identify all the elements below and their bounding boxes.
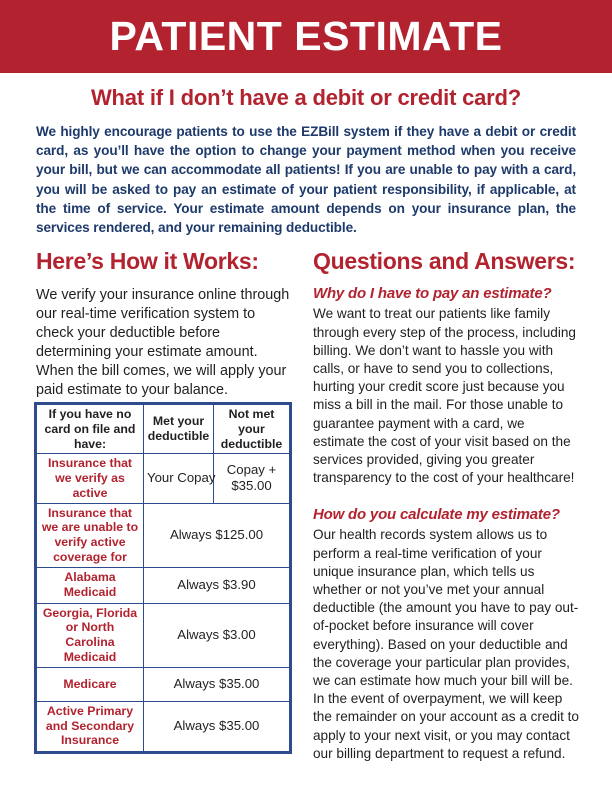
header-banner (0, 0, 612, 73)
row-value: Always $125.00 (144, 503, 291, 567)
table-row (36, 454, 291, 503)
estimate-table-container (34, 402, 292, 754)
row-value: Always $35.00 (144, 701, 291, 752)
table-row (36, 667, 291, 701)
row-value-not-met: Copay + $35.00 (214, 454, 291, 503)
how-it-works-column (36, 249, 290, 400)
row-value: Always $35.00 (144, 667, 291, 701)
row-label-ga-fl-nc-medicaid: Georgia, Florida or North Carolina Medicaid (36, 603, 144, 667)
how-it-works-body: We verify your insurance online through our real-time verification system to check your deductible before determining your estimate amount. When the bill comes, we will apply your paid estimate to your balance. (36, 287, 290, 399)
qa-heading: Questions and Answers: (313, 248, 576, 274)
col-header-no-card: If you have no card on file and have: (36, 404, 144, 454)
questions-answers-column (313, 249, 579, 763)
estimate-table (34, 402, 292, 754)
qa-item (313, 285, 579, 487)
row-label-unverified-insurance: Insurance that we are unable to verify active coverage for (36, 503, 144, 567)
qa-answer: We want to treat our patients like family through every step of the process, including billing. We don’t want to hassle you with calls, or have to send you to collections, hurting your credit score just because you miss a bill in the mail. For those unable to guarantee payment with a card, we estimate the cost of your visit based on the services provided, giving you greater transparency to the cost of your healthcare! (313, 306, 576, 486)
table-row (36, 567, 291, 603)
qa-item (313, 506, 579, 763)
row-value-met: Your Copay (144, 454, 214, 503)
qa-question-why-estimate: Why do I have to pay an estimate? (313, 285, 552, 303)
qa-answer: Our health records system allows us to perform a real-time verification of your unique insurance plan, which tells us whether or not you’ve met your annual deductible (the amount you have to pay out-of-pocket before insurance will cover everything). Based on your deductible and the coverage your particular plan provides, we can estimate how much your bill will be. In the event of overpayment, we will keep the remainder on your account as a credit to apply to your next visit, or you may contact our billing department to request a refund. (313, 527, 579, 761)
row-value: Always $3.00 (144, 603, 291, 667)
how-it-works-heading: Here’s How it Works: (36, 248, 259, 274)
table-header-row (36, 404, 291, 454)
row-value: Always $3.90 (144, 567, 291, 603)
page-title: PATIENT ESTIMATE (109, 13, 503, 59)
row-label-primary-secondary: Active Primary and Secondary Insurance (36, 701, 144, 752)
col-header-not-met-deductible: Not met your deductible (214, 404, 291, 454)
row-label-medicare: Medicare (36, 667, 144, 701)
headline: What if I don’t have a debit or credit card? (90, 85, 522, 110)
intro-paragraph: We highly encourage patients to use the EZBill system if they have a debit or credit card, as you’ll have the option to change your payment method when you receive your bill, but we can accommodate all patients! If you are unable to pay with a card, you will be asked to pay an estimate of your patient responsibility, if applicable, at the time of service. Your estimate amount depends on your insurance plan, the services rendered, and your remaining deductible. (36, 124, 576, 236)
table-row (36, 701, 291, 752)
qa-question-how-calculate: How do you calculate my estimate? (313, 506, 560, 524)
row-label-alabama-medicaid: Alabama Medicaid (36, 567, 144, 603)
table-row (36, 603, 291, 667)
table-row (36, 503, 291, 567)
col-header-met-deductible: Met your deductible (144, 404, 214, 454)
row-label-verified-insurance: Insurance that we verify as active (36, 454, 144, 503)
